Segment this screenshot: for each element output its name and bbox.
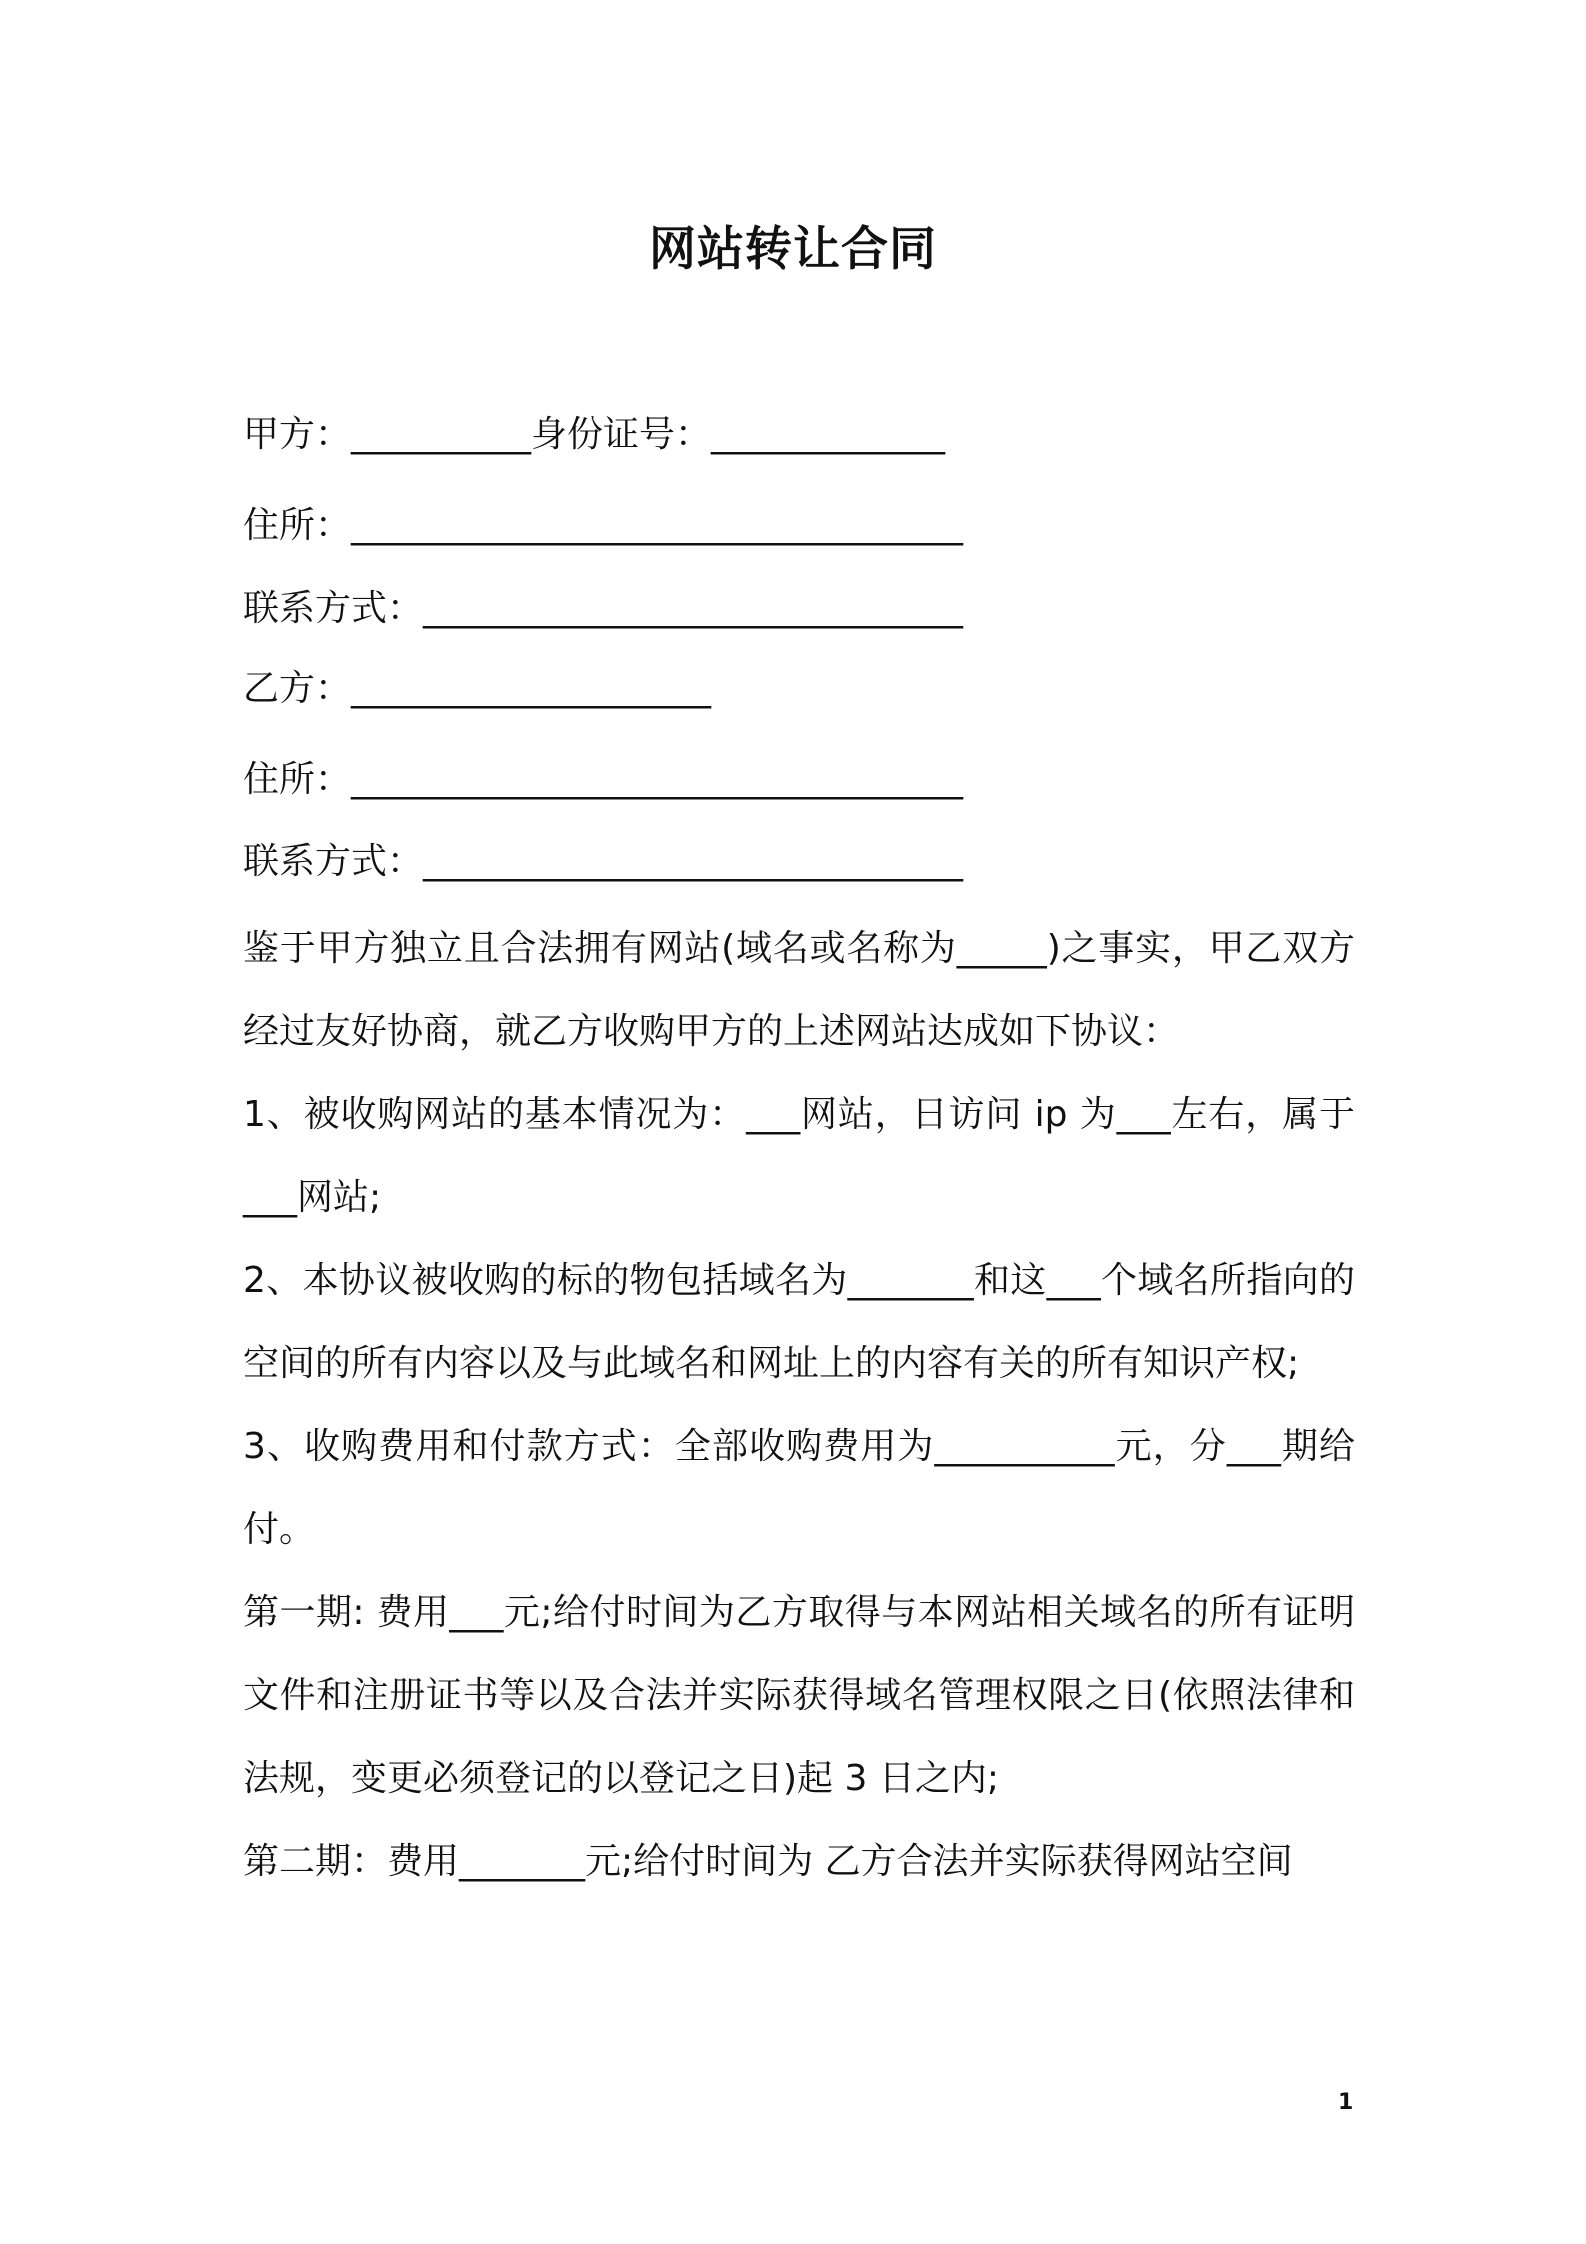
clause-2-paragraph: 2、本协议被收购的标的物包括域名为_______和这___个域名所指向的空间的所有内容以及与此域名和网址上的内容有关的所有知识产权; — [243, 1260, 1355, 1384]
page-number: 1 — [1338, 2090, 1354, 2115]
clause-3-paragraph: 3、收购费用和付款方式：全部收购费用为__________元，分___期给付。 — [243, 1426, 1355, 1550]
installment-2-paragraph: 第二期：费用_______元;给付时间为 乙方合法并实际获得网站空间 — [243, 1841, 1293, 1882]
party-b-line: 乙方：____________________ — [243, 668, 712, 709]
contract-body — [243, 907, 1355, 1903]
installment-1-paragraph: 第一期: 费用___元;给付时间为乙方取得与本网站相关域名的所有证明文件和注册证书等以及合法并实际获得域名管理权限之日(依照法律和法规，变更必须登记的以登记之日)起 3 日之内; — [243, 1592, 1355, 1799]
party-a-address-line: 住所：__________________________________ — [243, 505, 964, 546]
clause-1-paragraph: 1、被收购网站的基本情况为：___网站，日访问 ip 为___左右，属于___网站; — [243, 1094, 1355, 1218]
party-a-line: 甲方：__________身份证号：_____________ — [243, 414, 946, 455]
preamble-paragraph: 鉴于甲方独立且合法拥有网站(域名或名称为_____)之事实，甲乙双方经过友好协商，就乙方收购甲方的上述网站达成如下协议： — [243, 928, 1355, 1052]
party-b-contact-line: 联系方式：______________________________ — [243, 841, 964, 882]
party-b-address-line: 住所：__________________________________ — [243, 759, 964, 800]
document-title: 网站转让合同 — [649, 222, 937, 277]
party-a-contact-line: 联系方式：______________________________ — [243, 588, 964, 629]
